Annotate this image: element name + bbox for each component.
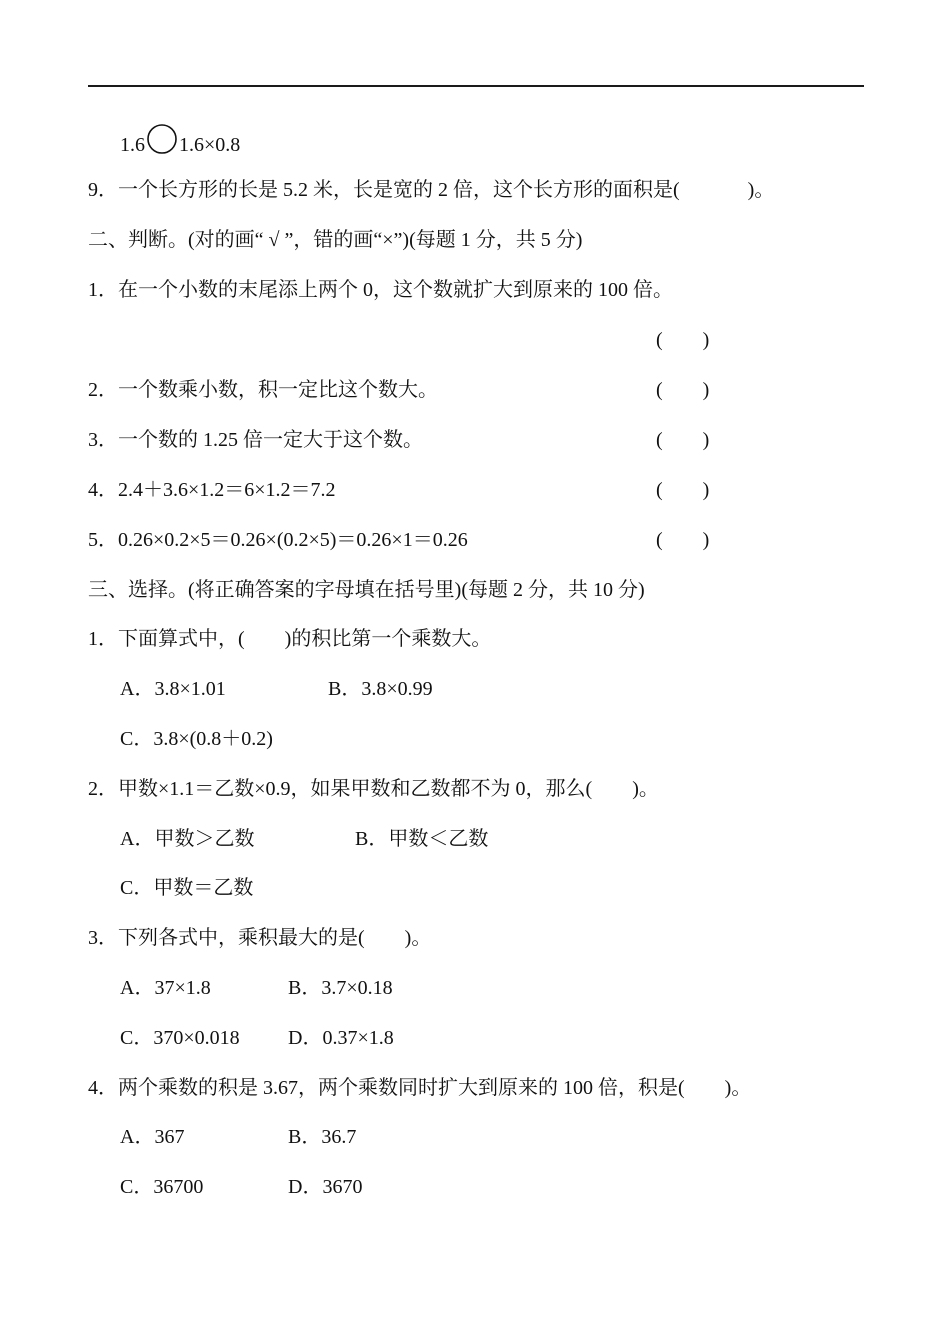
section-3-title: 三、选择。(将正确答案的字母填在括号里)(每题 2 分，共 10 分) [88,579,645,601]
choice-3-option-b[interactable]: B．3.7×0.18 [288,977,393,999]
judge-item-5 [88,527,468,553]
choice-1-option-b[interactable]: B．3.8×0.99 [328,678,433,700]
choice-2-option-a[interactable]: A．甲数＞乙数 [120,828,255,850]
judge-answer-2[interactable]: ( ) [656,379,710,401]
question-text: 下列各式中，乘积最大的是( )。 [118,927,432,949]
item-number: 1． [88,279,118,301]
question-number: 2． [88,778,118,800]
item-number: 4． [88,479,118,501]
comparison-right: 1.6×0.8 [179,134,241,156]
choice-4-option-d[interactable]: D．3670 [288,1176,363,1198]
question-tail: )。 [747,179,775,201]
item-text: 2.4＋3.6×1.2＝6×1.2＝7.2 [118,479,336,501]
item-text: 在一个小数的末尾添上两个 0，这个数就扩大到原来的 100 倍。 [118,279,673,301]
choice-3-option-d[interactable]: D．0.37×1.8 [288,1027,394,1049]
judge-answer-3[interactable]: ( ) [656,429,710,451]
judge-answer-1[interactable]: ( ) [656,329,710,351]
judge-item-2 [88,377,438,403]
choice-question-3 [88,925,431,951]
judge-answer-5[interactable]: ( ) [656,529,710,551]
question-number: 4． [88,1077,118,1099]
question-text: 一个长方形的长是 5.2 米，长是宽的 2 倍，这个长方形的面积是( [118,179,680,201]
item-text: 一个数的 1.25 倍一定大于这个数。 [118,429,423,451]
question-number: 9． [88,179,118,201]
comparison-circle[interactable] [145,127,179,159]
judge-answer-4[interactable]: ( ) [656,479,710,501]
item-number: 5． [88,529,118,551]
choice-2-option-c[interactable]: C．甲数＝乙数 [120,877,254,899]
judge-item-1 [88,277,673,303]
choice-question-2 [88,776,659,802]
comparison-left: 1.6 [120,134,145,156]
item-number: 2． [88,379,118,401]
judge-item-3 [88,427,423,453]
choice-4-option-b[interactable]: B．36.7 [288,1126,357,1148]
comparison-row [120,127,240,159]
choice-question-4 [88,1075,751,1101]
item-number: 3． [88,429,118,451]
choice-question-1 [88,626,491,652]
question-number: 1． [88,628,118,650]
item-text: 一个数乘小数，积一定比这个数大。 [118,379,438,401]
question-number: 3． [88,927,118,949]
question-text: 两个乘数的积是 3.67，两个乘数同时扩大到原来的 100 倍，积是( )。 [118,1077,752,1099]
choice-2-option-b[interactable]: B．甲数＜乙数 [355,828,489,850]
choice-3-option-a[interactable]: A．37×1.8 [120,977,211,999]
section-2-title: 二、判断。(对的画“ √ ”，错的画“×”)(每题 1 分，共 5 分) [88,229,583,251]
judge-item-4 [88,477,336,503]
top-rule [88,85,864,87]
question-9 [88,177,774,203]
choice-4-option-a[interactable]: A．367 [120,1126,185,1148]
choice-3-option-c[interactable]: C．370×0.018 [120,1027,240,1049]
question-text: 下面算式中，( )的积比第一个乘数大。 [118,628,492,650]
choice-1-option-c[interactable]: C．3.8×(0.8＋0.2) [120,728,273,750]
question-text: 甲数×1.1＝乙数×0.9，如果甲数和乙数都不为 0，那么( )。 [118,778,659,800]
choice-4-option-c[interactable]: C．36700 [120,1176,204,1198]
choice-1-option-a[interactable]: A．3.8×1.01 [120,678,226,700]
item-text: 0.26×0.2×5＝0.26×(0.2×5)＝0.26×1＝0.26 [118,529,468,551]
